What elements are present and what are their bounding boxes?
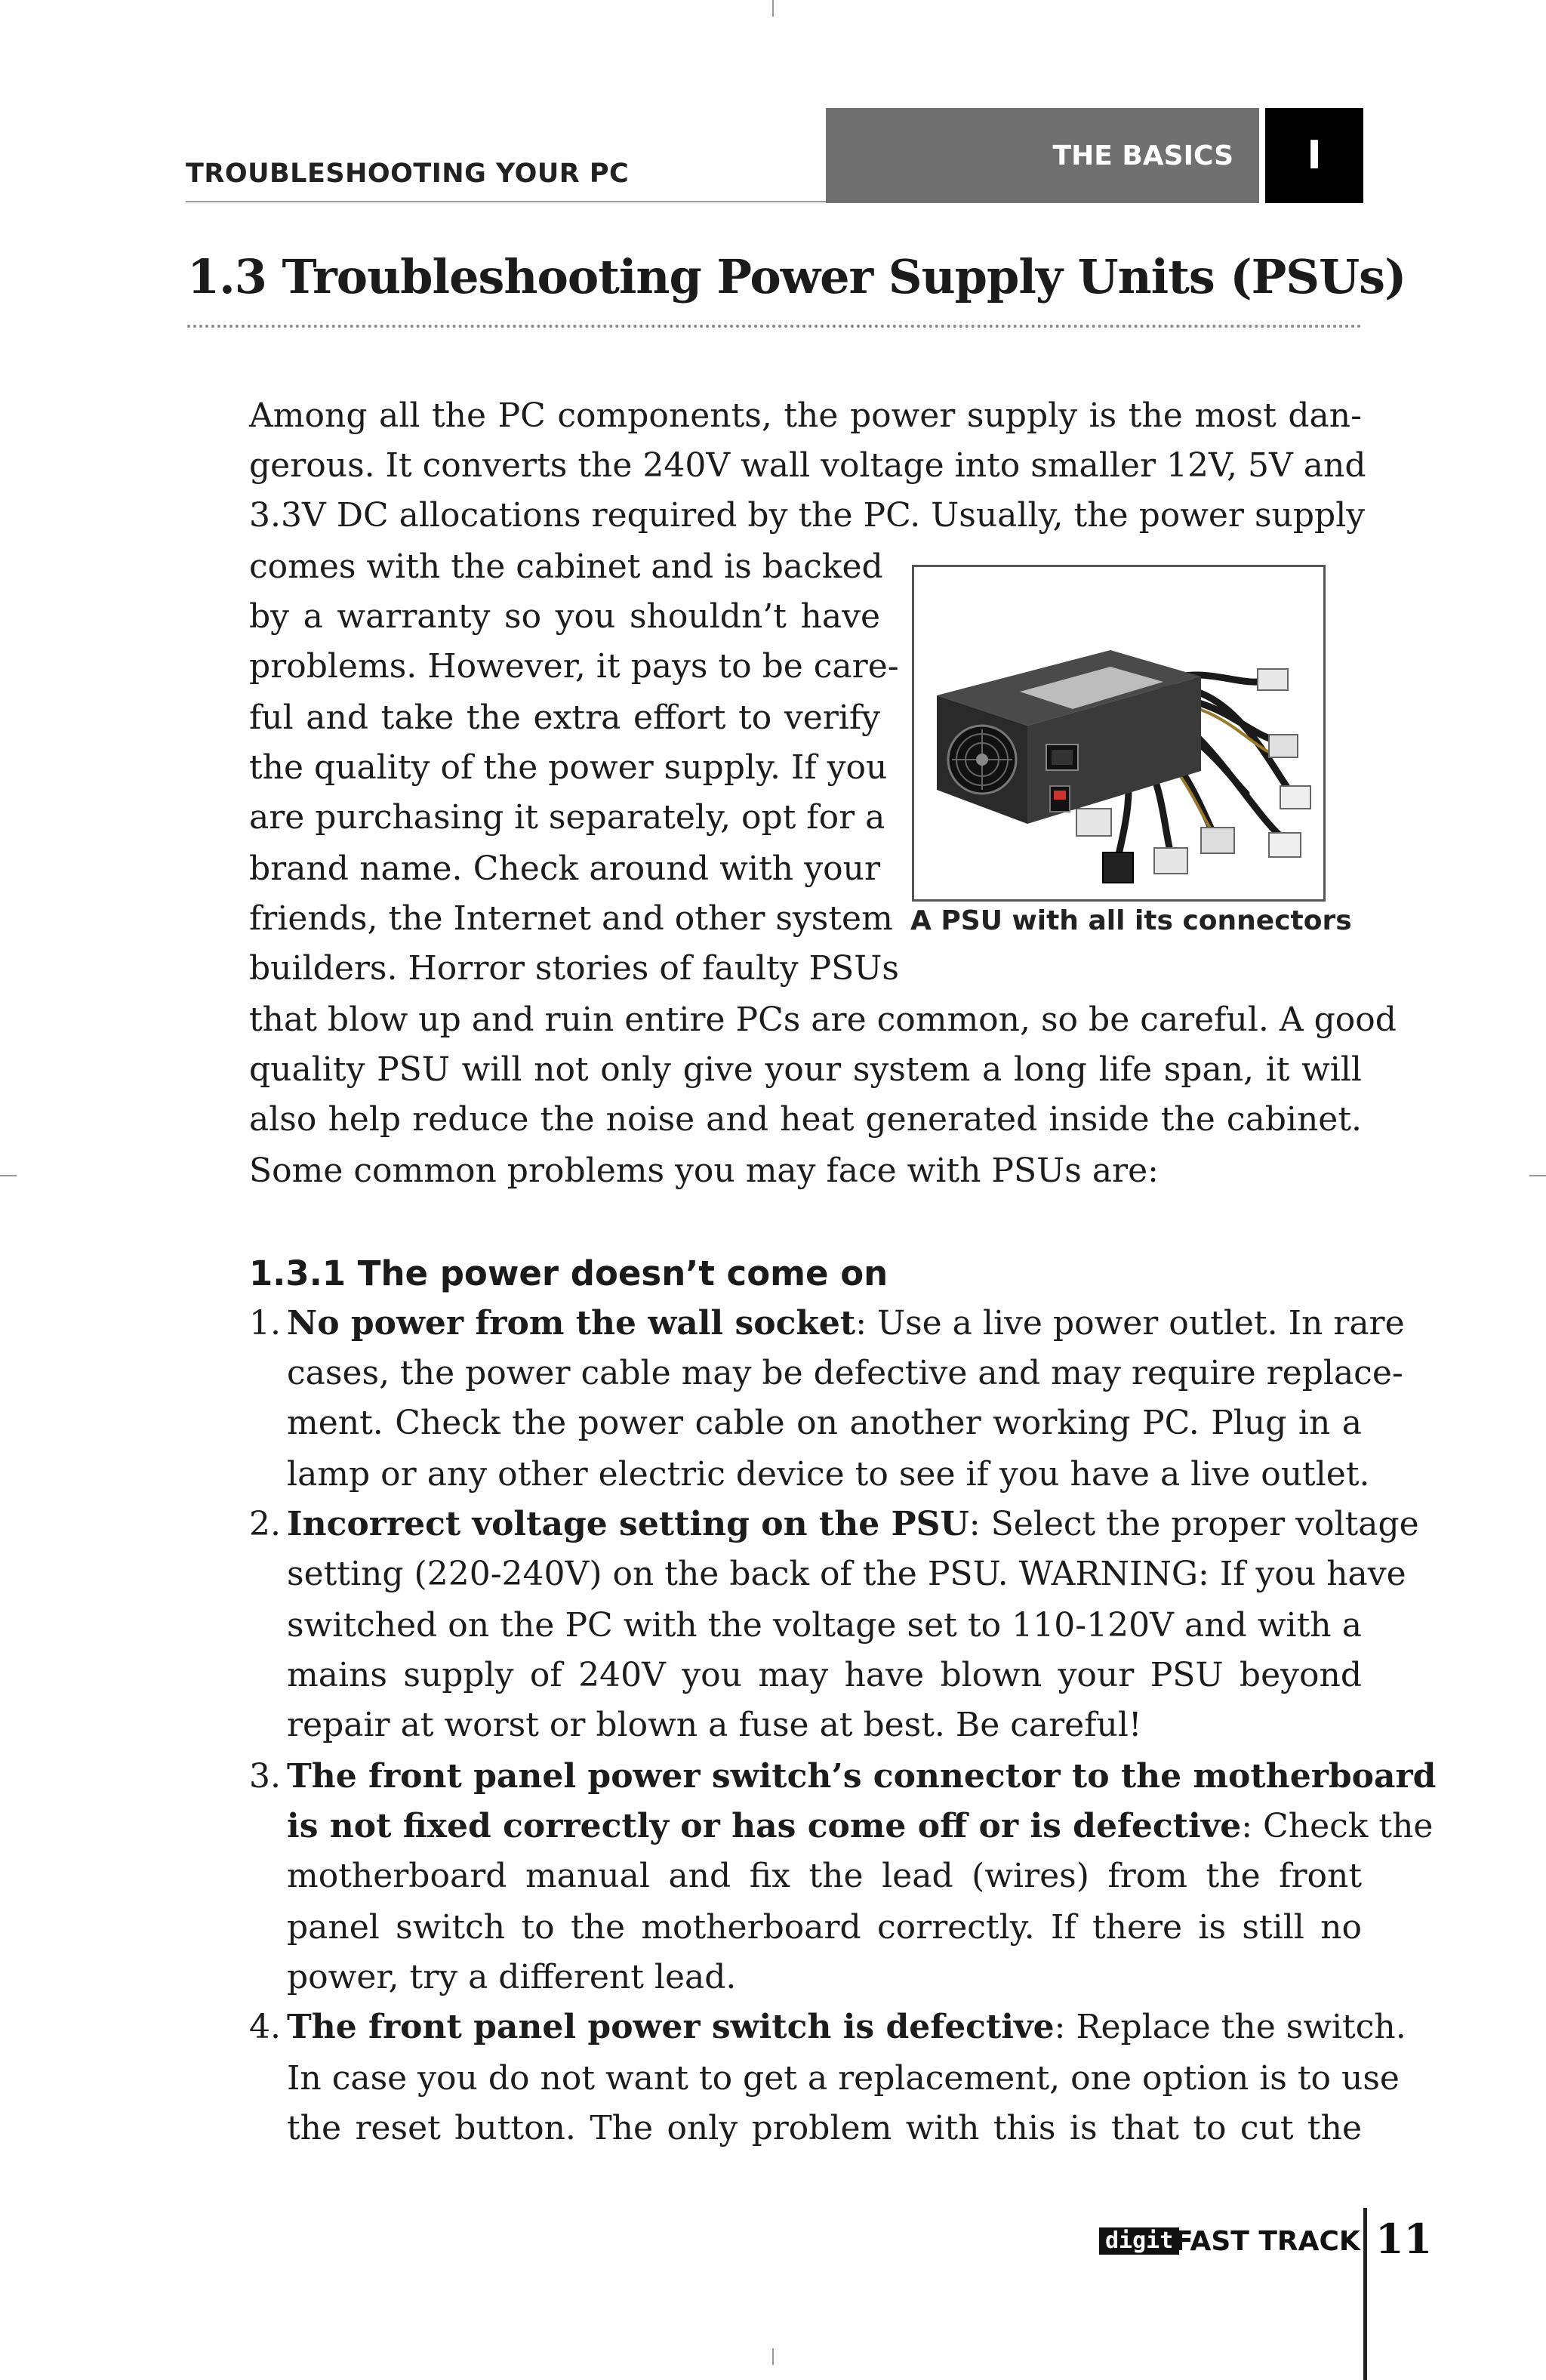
crop-mark <box>772 0 774 17</box>
list-item-line: panel switch to the motherboard correctly. If there is still no <box>287 1908 1362 1947</box>
digit-logo: digit <box>1099 2227 1179 2255</box>
intro-line: that blow up and ruin entire PCs are common, so be careful. A good <box>249 1000 1397 1039</box>
section-tab <box>826 108 1259 203</box>
series-name: FAST TRACK <box>1175 2226 1360 2257</box>
list-item-text: : Replace the switch. <box>1054 2008 1406 2046</box>
intro-line: friends, the Internet and other system <box>249 899 893 938</box>
intro-line: comes with the cabinet and is backed <box>249 547 883 586</box>
list-item-line: lamp or any other electric device to see if you have a live outlet. <box>287 1455 1370 1494</box>
list-item-line: setting (220-240V) on the back of the PSU. WARNING: If you have <box>287 1555 1406 1593</box>
list-number: 3. <box>249 1757 281 1796</box>
list-item-text: : Select the proper voltage <box>969 1505 1419 1543</box>
list-number: 4. <box>249 2008 281 2046</box>
list-item-line: In case you do not want to get a replacement, one option is to use <box>287 2059 1400 2098</box>
intro-line: quality PSU will not only give your system a long life span, it will <box>249 1050 1362 1089</box>
figure-caption: A PSU with all its connectors <box>910 905 1352 936</box>
psu-photo <box>912 565 1326 902</box>
list-item-first-line <box>287 1299 1405 1349</box>
list-item-line: power, try a different lead. <box>287 1958 737 1996</box>
intro-line: are purchasing it separately, opt for a <box>249 798 885 837</box>
list-item-line: the reset button. The only problem with this is that to cut the <box>287 2109 1362 2147</box>
intro-line: 3.3V DC allocations required by the PC. Usually, the power supply <box>249 496 1366 535</box>
psu-image <box>914 567 1323 899</box>
intro-line: also help reduce the noise and heat generated inside the cabinet. <box>249 1100 1362 1139</box>
list-item-line: switched on the PC with the voltage set to 110-120V and with a <box>287 1606 1362 1645</box>
list-item-lead: The front panel power switch’s connector to the motherboard <box>287 1757 1437 1796</box>
list-item-lead: Incorrect voltage setting on the PSU <box>287 1505 969 1543</box>
chapter-number-box <box>1265 108 1363 203</box>
list-item-text: : Use a live power outlet. In rare <box>855 1304 1405 1343</box>
intro-line: builders. Horror stories of faulty PSUs <box>249 949 899 988</box>
intro-line: gerous. It converts the 240V wall voltage into smaller 12V, 5V and <box>249 446 1366 485</box>
section-tab-label: THE BASICS <box>1052 140 1233 171</box>
list-item-lead-continued: is not fixed correctly or has come off or is defective <box>287 1807 1242 1845</box>
list-item-first-line <box>287 2002 1406 2052</box>
chapter-number: I <box>1307 133 1322 178</box>
page-number-rule <box>1363 2208 1367 2380</box>
header-rule <box>186 201 827 202</box>
intro-line: brand name. Check around with your <box>249 849 880 888</box>
crop-mark <box>1529 1175 1546 1176</box>
intro-line: problems. However, it pays to be care- <box>249 647 899 686</box>
list-item-text: : Check the <box>1241 1807 1434 1845</box>
list-item-lead: No power from the wall socket <box>287 1304 856 1343</box>
subsection-title: 1.3.1 The power doesn’t come on <box>249 1253 888 1293</box>
section-title: 1.3 Troubleshooting Power Supply Units (PSUs) <box>187 249 1406 304</box>
list-item-line: repair at worst or blown a fuse at best. Be careful! <box>287 1706 1142 1744</box>
list-item-line: cases, the power cable may be defective and may require replace- <box>287 1354 1403 1392</box>
list-number: 1. <box>249 1304 281 1343</box>
list-item-line: ment. Check the power cable on another working PC. Plug in a <box>287 1404 1362 1442</box>
list-item-first-line <box>287 1752 1437 1802</box>
page-number: 11 <box>1375 2215 1433 2263</box>
list-item-first-line <box>287 1500 1419 1549</box>
crop-mark <box>772 2348 774 2365</box>
dotted-rule <box>187 325 1362 328</box>
crop-mark <box>0 1175 17 1176</box>
list-item-line: motherboard manual and fix the lead (wires) from the front <box>287 1857 1362 1895</box>
list-item-line: mains supply of 240V you may have blown your PSU beyond <box>287 1656 1362 1694</box>
intro-line: by a warranty so you shouldn’t have <box>249 597 880 636</box>
list-number: 2. <box>249 1505 281 1543</box>
intro-line: ful and take the extra effort to verify <box>249 698 880 737</box>
intro-line: Among all the PC components, the power supply is the most dan- <box>249 396 1362 435</box>
running-head: TROUBLESHOOTING YOUR PC <box>186 159 630 189</box>
intro-line: Some common problems you may face with PSUs are: <box>249 1151 1159 1190</box>
list-item-second-line <box>287 1802 1434 1851</box>
intro-line: the quality of the power supply. If you <box>249 748 888 787</box>
list-item-lead: The front panel power switch is defective <box>287 2008 1055 2046</box>
